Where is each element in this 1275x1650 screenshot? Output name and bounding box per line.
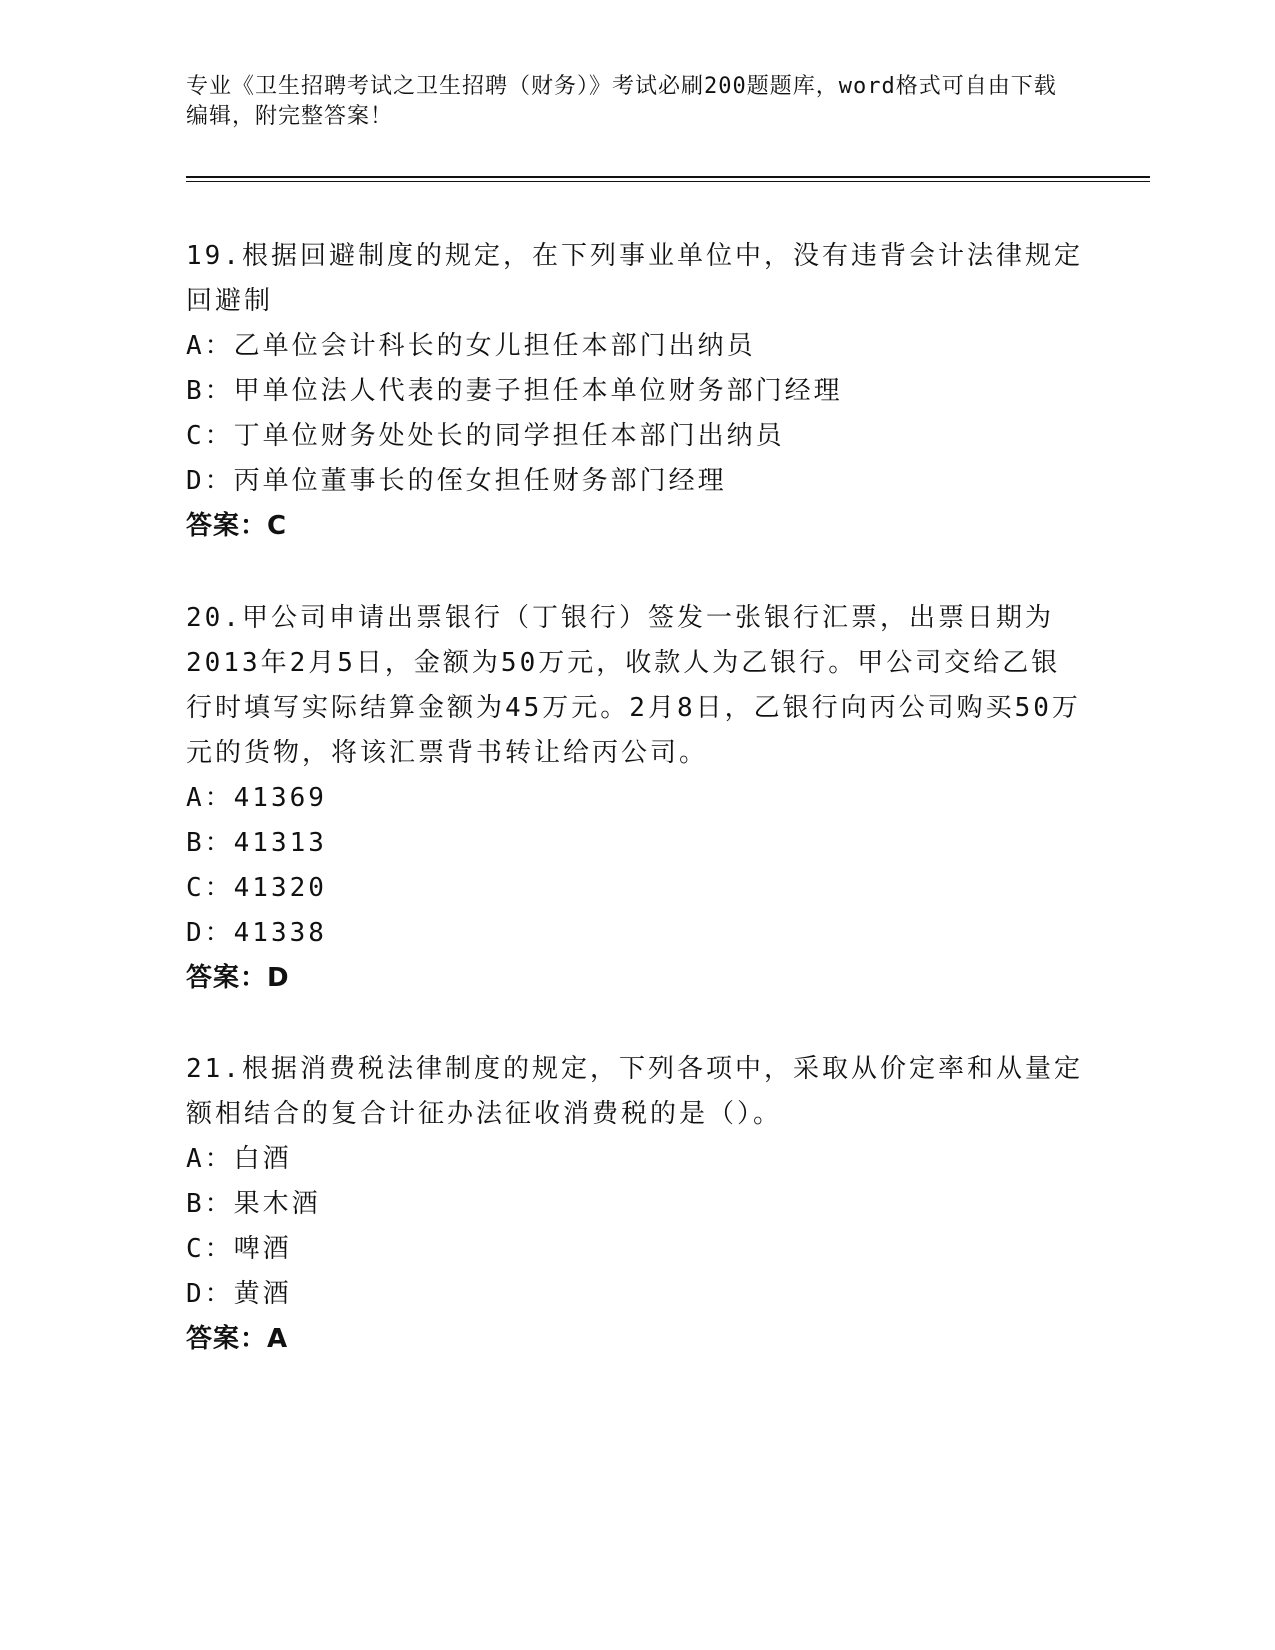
answer: 答案：C [186, 511, 288, 541]
answer: 答案：A [186, 1324, 289, 1354]
option-a: A：白酒 [186, 1144, 292, 1174]
question-19 [186, 234, 1086, 549]
option-c: C：41320 [186, 873, 327, 903]
option-a: A：41369 [186, 783, 327, 813]
question-stem: 20.甲公司申请出票银行（丁银行）签发一张银行汇票，出票日期为2013年2月5日，金额为50万元，收款人为乙银行。甲公司交给乙银行时填写实际结算金额为45万元。2月8日，乙银行向丙公司购买50万元的货物，将该汇票背书转让给丙公司。 [186, 603, 1081, 768]
question-20 [186, 596, 1086, 1001]
option-d: D：黄酒 [186, 1279, 292, 1309]
option-a: A：乙单位会计科长的女儿担任本部门出纳员 [186, 331, 756, 361]
question-stem: 19.根据回避制度的规定，在下列事业单位中，没有违背会计法律规定回避制 [186, 241, 1083, 316]
option-b: B：甲单位法人代表的妻子担任本单位财务部门经理 [186, 376, 843, 406]
option-b: B：41313 [186, 828, 327, 858]
option-c: C：啤酒 [186, 1234, 292, 1264]
answer: 答案：D [186, 963, 290, 993]
option-d: D：41338 [186, 918, 327, 948]
header-divider-thin [186, 181, 1150, 182]
document-header: 专业《卫生招聘考试之卫生招聘（财务）》考试必刷200题题库，word格式可自由下载编辑，附完整答案！ [186, 74, 1057, 129]
header-divider-thick [186, 176, 1150, 178]
question-21 [186, 1047, 1086, 1362]
question-stem: 21.根据消费税法律制度的规定，下列各项中，采取从价定率和从量定额相结合的复合计征办法征收消费税的是（）。 [186, 1054, 1083, 1129]
option-d: D：丙单位董事长的侄女担任财务部门经理 [186, 466, 727, 496]
option-c: C：丁单位财务处处长的同学担任本部门出纳员 [186, 421, 785, 451]
option-b: B：果木酒 [186, 1189, 321, 1219]
